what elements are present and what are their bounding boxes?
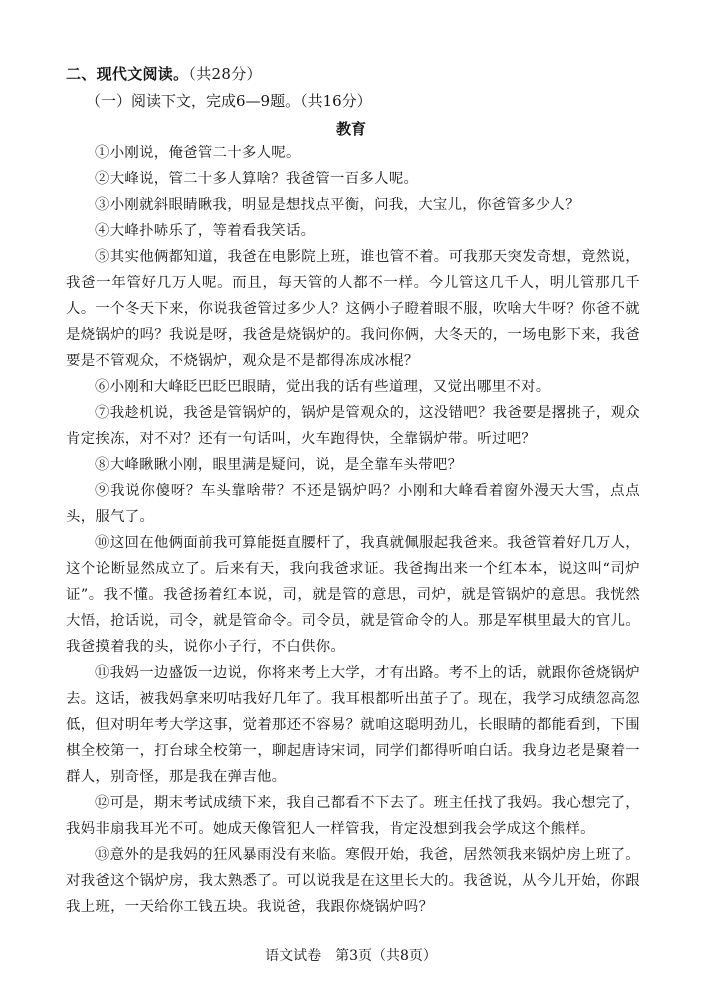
- essay-title: 教育: [335, 120, 366, 138]
- paragraph-6: ⑥小刚和大峰眨巴眨巴眼睛，觉出我的话有些道理，又觉出哪里不对。: [95, 379, 551, 395]
- paragraph-13: ⑬意外的是我妈的狂风暴雨没有来临。寒假开始，我爸，居然领我来锅炉房上班了。对我爸这个锅炉房，我太熟悉了。可以说我是在这里长大的。我爸说，从今儿开始，你跟我上班，一天给你工钱五块。我说爸，我跟你烧锅炉吗？: [66, 847, 640, 915]
- paragraph-8: ⑧大峰瞅瞅小刚，眼里满是疑问，说，是全靠车头带吧？: [95, 457, 463, 473]
- section-score: （共28分）: [188, 65, 262, 83]
- paragraph-3: ③小刚就斜眼睛瞅我，明显是想找点平衡，问我，大宝儿，你爸管多少人？: [95, 197, 580, 213]
- paragraph-7: ⑦我趁机说，我爸是管锅炉的，锅炉是管观众的，这没错吧？我爸要是撂挑子，观众肯定挨冻，对不对？还有一句话叫，火车跑得快，全靠锅炉带。听过吧？: [66, 405, 640, 447]
- paragraph-5: ⑤其实他俩都知道，我爸在电影院上班，谁也管不着。可我那天突发奇想，竟然说，我爸一年管好几万人呢。而且，每天管的人都不一样。今儿管这几千人，明儿管那几千人。一个冬天下来，你说我爸管过多少人？这俩小子瞪着眼不服，吹啥大牛呀？你爸不就是烧锅炉的吗？我说是呀，我爸是烧锅炉的。我问你俩，大冬天的，一场电影下来，我爸要是不管观众，不烧锅炉，观众是不是都得冻成冰棍？: [66, 249, 640, 369]
- paragraph-1: ①小刚说，俺爸管二十多人呢。: [95, 145, 301, 161]
- paragraph-12: ⑫可是，期末考试成绩下来，我自己都看不下去了。班主任找了我妈。我心想完了，我妈非扇我耳光不可。她成天像管犯人一样管我，肯定没想到我会学成这个熊样。: [66, 795, 640, 837]
- page-footer: 语文试卷 第3页（共8页）: [265, 948, 437, 964]
- subsection-heading: （一）阅读下文，完成6—9题。（共16分）: [86, 92, 372, 110]
- paragraph-2: ②大峰说，管二十多人算啥？我爸管一百多人呢。: [95, 171, 419, 187]
- section-heading: [66, 63, 262, 84]
- paragraph-4: ④大峰扑哧乐了，等着看我笑话。: [95, 223, 316, 239]
- paragraph-11: ⑪我妈一边盛饭一边说，你将来考上大学，才有出路。考不上的话，就跟你爸烧锅炉去。这话，被我妈拿来叨咕我好几年了。我耳根都听出茧子了。现在，我学习成绩忽高忽低，但对明年考大学这事，觉着那还不容易？就咱这聪明劲儿，长眼睛的都能看到，下围棋全校第一，打台球全校第一，聊起唐诗宋词，同学们都得听咱白话。我身边老是聚着一群人，别奇怪，那是我在弹吉他。: [66, 665, 640, 785]
- paragraph-9: ⑨我说你傻呀？车头靠啥带？不还是锅炉吗？小刚和大峰看着窗外漫天大雪，点点头，服气了。: [66, 483, 640, 525]
- paragraph-10: ⑩这回在他俩面前我可算能挺直腰杆了，我真就佩服起我爸来。我爸管着好几万人，这个论断显然成立了。后来有天，我向我爸求证。我爸掏出来一个红本本，说这叫“司炉证”。我不懂。我爸扬着红本说，司，就是管的意思，司炉，就是管锅炉的意思。我恍然大悟，抢话说，司令，就是管命令。司令员，就是管命令的人。那是军棋里最大的官儿。我爸摸着我的头，说你小子行，不白供你。: [66, 535, 640, 655]
- section-title: 二、现代文阅读。: [66, 65, 189, 83]
- essay-body: [66, 140, 640, 920]
